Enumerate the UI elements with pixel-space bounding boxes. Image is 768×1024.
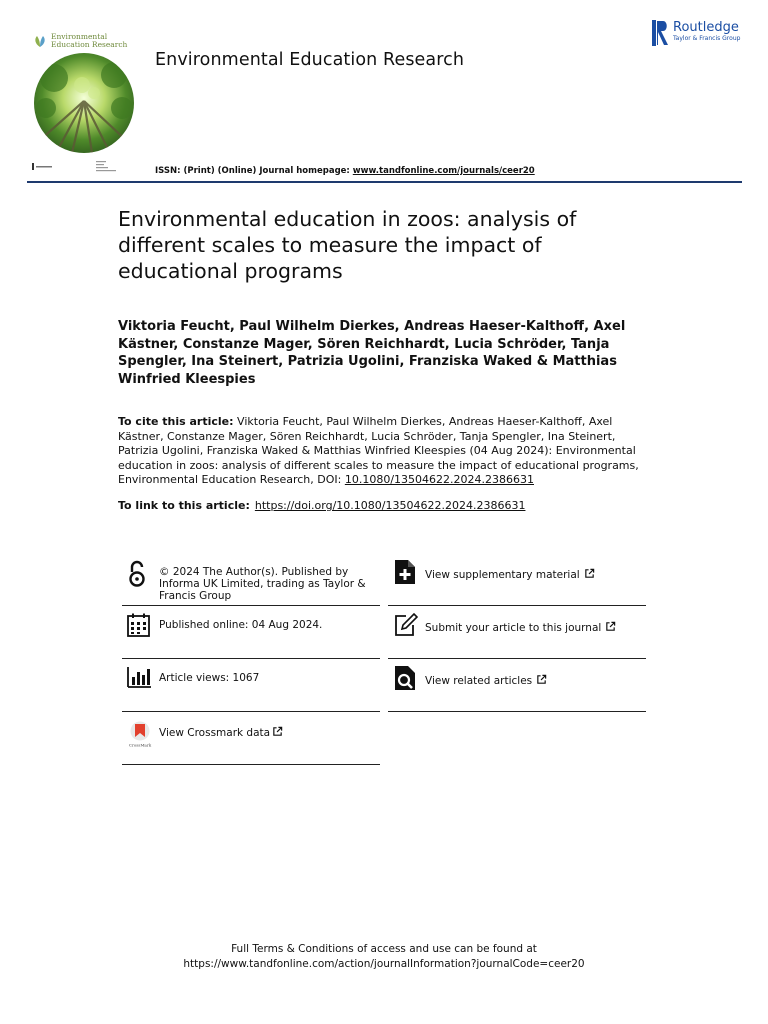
related-text <box>425 674 547 687</box>
issn-line <box>155 166 535 176</box>
supplementary-label: View supplementary material <box>425 569 580 581</box>
published-cell <box>122 607 380 659</box>
issn-label: ISSN: (Print) (Online) Journal homepage: <box>155 166 350 176</box>
cover-footer <box>32 160 136 174</box>
article-doi-link[interactable]: https://doi.org/10.1080/13504622.2024.2386631 <box>254 499 526 512</box>
journal-homepage-link[interactable]: www.tandfonline.com/journals/ceer20 <box>352 166 535 176</box>
open-access-text: © 2024 The Author(s). Published by Informa UK Limited, trading as Taylor & Francis Group <box>159 566 366 603</box>
leaf-logo-icon <box>32 33 48 49</box>
article-authors: Viktoria Feucht, Paul Wilhelm Dierkes, Andreas Haeser-Kalthoff, Axel Kästner, Constanze Mager, Sören Reichhardt, Lucia Schröder, Tanja Spengler, Ina Steinert, Patrizia Ugolini, Franziska Waked & Matthias Winfried Kleespies <box>118 319 626 387</box>
supplementary-cell[interactable] <box>388 554 646 606</box>
terms-footer <box>0 942 768 972</box>
article-link-line <box>118 499 525 512</box>
routledge-r-icon <box>652 20 670 46</box>
routledge-mini-logo-icon <box>32 163 54 171</box>
open-access-cell <box>122 554 380 606</box>
crossmark-label: View Crossmark data <box>159 727 271 739</box>
external-link-icon <box>584 568 595 579</box>
cover-fineprint-icon <box>96 160 118 172</box>
related-label: View related articles <box>425 675 533 687</box>
cite-label: To cite this article: <box>118 415 234 428</box>
footer-line1: Full Terms & Conditions of access and use can be found at <box>231 943 537 955</box>
related-search-icon <box>394 665 416 691</box>
journal-cover <box>32 30 136 52</box>
publisher-sub: Taylor & Francis Group <box>673 35 741 42</box>
publisher-logo <box>652 20 740 46</box>
document-plus-icon <box>394 559 416 585</box>
open-access-icon <box>128 560 146 588</box>
crossmark-icon <box>126 720 154 748</box>
submit-cell[interactable] <box>388 607 646 659</box>
published-text: Published online: 04 Aug 2024. <box>159 619 323 631</box>
supplementary-text <box>425 568 595 581</box>
external-link-icon <box>536 674 547 685</box>
citation-block <box>118 415 653 488</box>
related-cell[interactable] <box>388 660 646 712</box>
external-link-icon <box>272 726 283 737</box>
views-text: Article views: 1067 <box>159 672 260 684</box>
article-title: Environmental education in zoos: analysis of different scales to measure the impact of educational programs <box>118 207 577 283</box>
crossmark-text <box>159 726 283 739</box>
forest-image <box>34 53 134 153</box>
cite-doi-link[interactable]: 10.1080/13504622.2024.2386631 <box>344 473 534 487</box>
crossmark-logo-text: CrossMark <box>128 742 152 748</box>
publisher-name: Routledge <box>673 20 739 35</box>
header-divider <box>27 181 742 183</box>
edit-icon <box>394 613 418 637</box>
crossmark-cell[interactable] <box>122 713 380 765</box>
submit-text <box>425 621 616 634</box>
cover-logo <box>32 30 136 52</box>
cover-logo-line2: Education Research <box>51 40 128 49</box>
external-link-icon <box>605 621 616 632</box>
views-cell <box>122 660 380 712</box>
footer-terms-link[interactable]: https://www.tandfonline.com/action/journalInformation?journalCode=ceer20 <box>183 958 585 970</box>
calendar-icon <box>126 612 152 638</box>
cover-logo-line1: Environmental <box>51 31 108 41</box>
submit-label: Submit your article to this journal <box>425 622 602 634</box>
link-label: To link to this article: <box>118 499 250 512</box>
bar-chart-icon <box>126 665 152 691</box>
journal-title: Environmental Education Research <box>155 50 465 70</box>
cite-text: Viktoria Feucht, Paul Wilhelm Dierkes, Andreas Haeser-Kalthoff, Axel Kästner, Constanze Mager, Sören Reichhardt, Lucia Schröder, Tanja Spengler, Ina Steinert, Patrizia Ugolini, Franziska Waked & Matthias Winfried Kleespies (04 Aug 2024): Environmental education in zoos: analysis of different scales to measure the impact of educational programs, Environmental Education Research, DOI: <box>118 415 639 487</box>
